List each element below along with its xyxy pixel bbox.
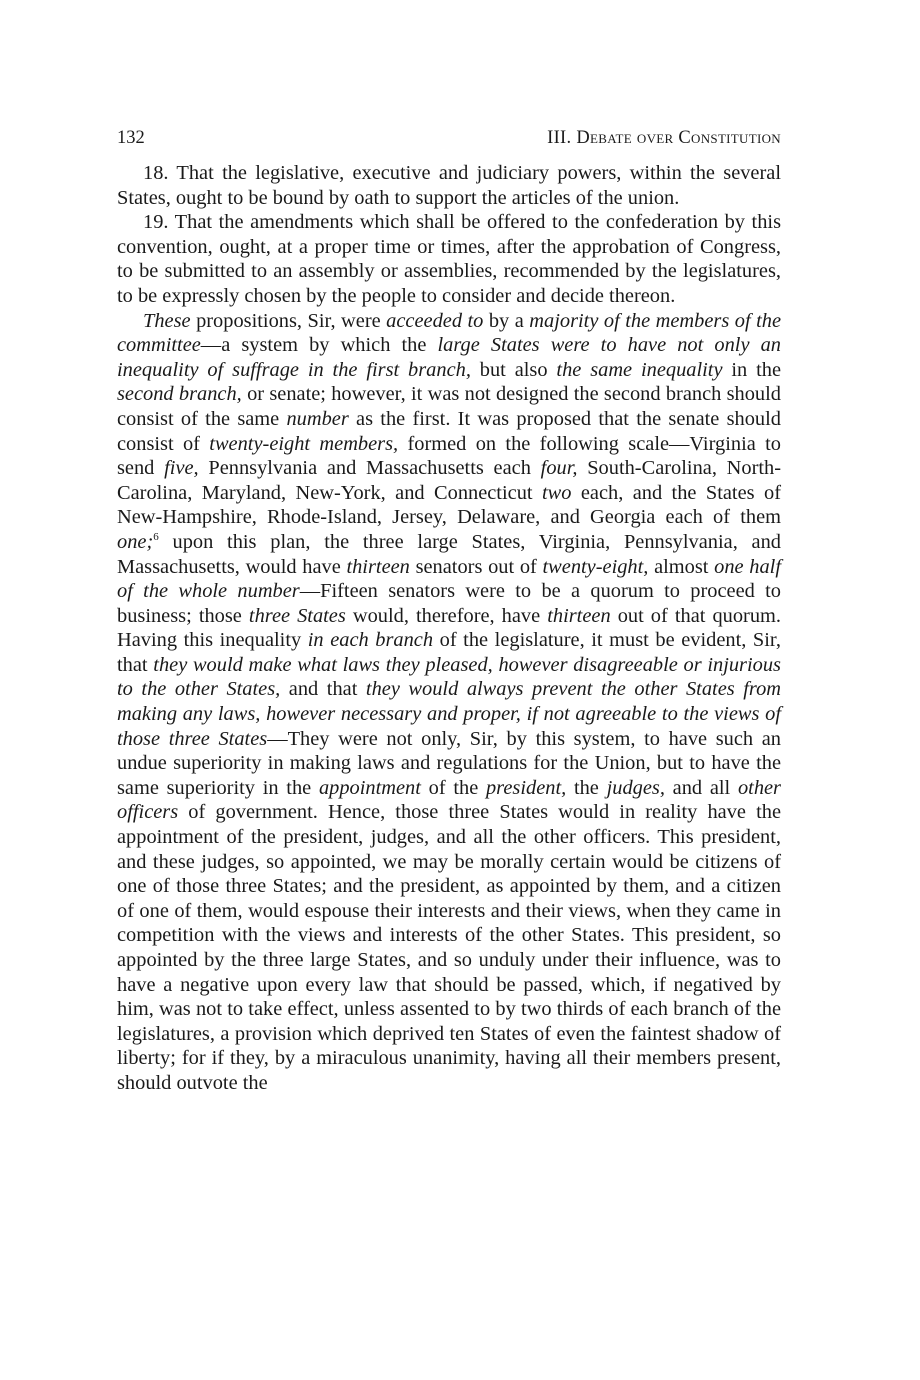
text-run: of government. Hence, those three States would in reality have the appointment of the president, judges, and all the other officers. This president, and these judges, so appointed, we may be morally certain would be citizens of one of those three States; and the president, as appointed by them, and a citizen of one of them, would espouse their interests and their views, when they came in competition with the views and interests of the other States. This president, so appointed by the three large States, and so unduly under their influence, was to have a negative upon every law that should be passed, which, if negatived by him, was not to take effect, unless assented to by two thirds of each branch of the legislatures, a provision which deprived ten States of even the faintest shadow of liberty; for if they, by a miraculous unanimity, having all their members present, should outvote the (117, 801, 781, 1094)
italic-text-run: one; (117, 530, 154, 553)
text-run: South-Carolina, North-Carolina, Maryland, New-York, and Connecticut (117, 457, 782, 504)
text-run: the (566, 776, 607, 799)
text-run: upon this plan, the three large States, Virginia, Pennsylvania, and Massachusetts, would have (117, 530, 781, 578)
text-run: of the (420, 776, 486, 799)
italic-text-run: they would always prevent the other States from making any laws, however necessary and proper, if not agreeable to the views of those three States (117, 678, 781, 750)
running-head (117, 128, 781, 149)
italic-text-run: four, (540, 457, 578, 480)
text-run: of the legislature, it must be evident, Sir, that (117, 629, 781, 676)
text-run: and that (280, 678, 366, 701)
body-text (117, 161, 781, 1096)
italic-text-run: three States (248, 604, 346, 627)
italic-text-run: number (286, 407, 349, 430)
footnote-marker: 6 (153, 531, 159, 544)
text-run: but also (470, 358, 557, 381)
italic-text-run: the same inequality (556, 358, 723, 381)
text-run: propositions, Sir, were (190, 309, 387, 332)
italic-text-run: twenty-eight, (542, 555, 649, 578)
italic-text-run: twenty-eight members, (209, 432, 399, 455)
italic-text-run: These (143, 309, 191, 332)
text-run: Pennsylvania and Massachusetts each (198, 457, 541, 480)
text-run: —Fifteen senators were to be a quorum to proceed to business; those (117, 580, 781, 627)
italic-text-run: thirteen (547, 604, 611, 627)
italic-text-run: president, (485, 776, 567, 799)
text-run: —a system by which the (200, 334, 438, 357)
text-run: formed on the following scale—Virginia to send (117, 432, 781, 480)
text-run: each, and the States of New-Hampshire, Rhode-Island, Jersey, Delaware, and Georgia each of them (117, 481, 781, 529)
text-run: and all (664, 776, 738, 799)
text-run: out of that quorum. Having this inequality (117, 604, 781, 652)
italic-text-run: five, (164, 457, 199, 480)
italic-text-run: one half of the whole number (117, 555, 782, 603)
text-run: senators out of (409, 555, 543, 578)
text-run: by a (483, 309, 530, 332)
italic-text-run: they would make what laws they pleased, however disagreeable or injurious to the other States, (117, 653, 781, 701)
italic-text-run: second branch, (117, 383, 242, 406)
text-run: as the first. It was proposed that the senate should consist of (117, 407, 781, 455)
italic-text-run: large States were to have not only an inequality of suffrage in the first branch, (117, 334, 781, 381)
paragraph-propositions (117, 309, 781, 1096)
italic-text-run: other officers (117, 776, 781, 824)
paragraph-article-19 (117, 210, 781, 308)
running-title: III. Debate over Constitution (547, 128, 781, 148)
text-run: would, therefore, have (345, 604, 548, 627)
paragraph-article-18 (117, 161, 781, 210)
text-run: —They were not only, Sir, by this system, to have such an undue superiority in making laws and regulations for the Union, but to have the same superiority in the (117, 727, 781, 799)
italic-text-run: two (541, 481, 572, 504)
text-run: 18. That the legislative, executive and judiciary powers, within the several States, ought to be bound by oath to support the articles of the union. (117, 162, 781, 209)
italic-text-run: in each branch (307, 629, 434, 652)
text-run: almost (648, 555, 715, 578)
italic-text-run: majority of the members of the committee (117, 309, 782, 357)
italic-text-run: judges, (606, 776, 665, 799)
text-run: 19. That the amendments which shall be offered to the confederation by this convention, ought, at a proper time or times, after the approbation of Congress, to be submitted to an assembly or assemblies, recommended by the legislatures, to be expressly chosen by the people to consider and decide thereon. (117, 211, 781, 307)
page-number: 132 (117, 128, 145, 148)
text-run: or senate; however, it was not designed the second branch should consist of the same (117, 383, 781, 430)
italic-text-run: appointment (318, 776, 421, 799)
italic-text-run: thirteen (346, 555, 410, 578)
book-page (117, 128, 781, 1096)
text-run: in the (722, 358, 782, 381)
italic-text-run: acceeded to (386, 309, 484, 332)
